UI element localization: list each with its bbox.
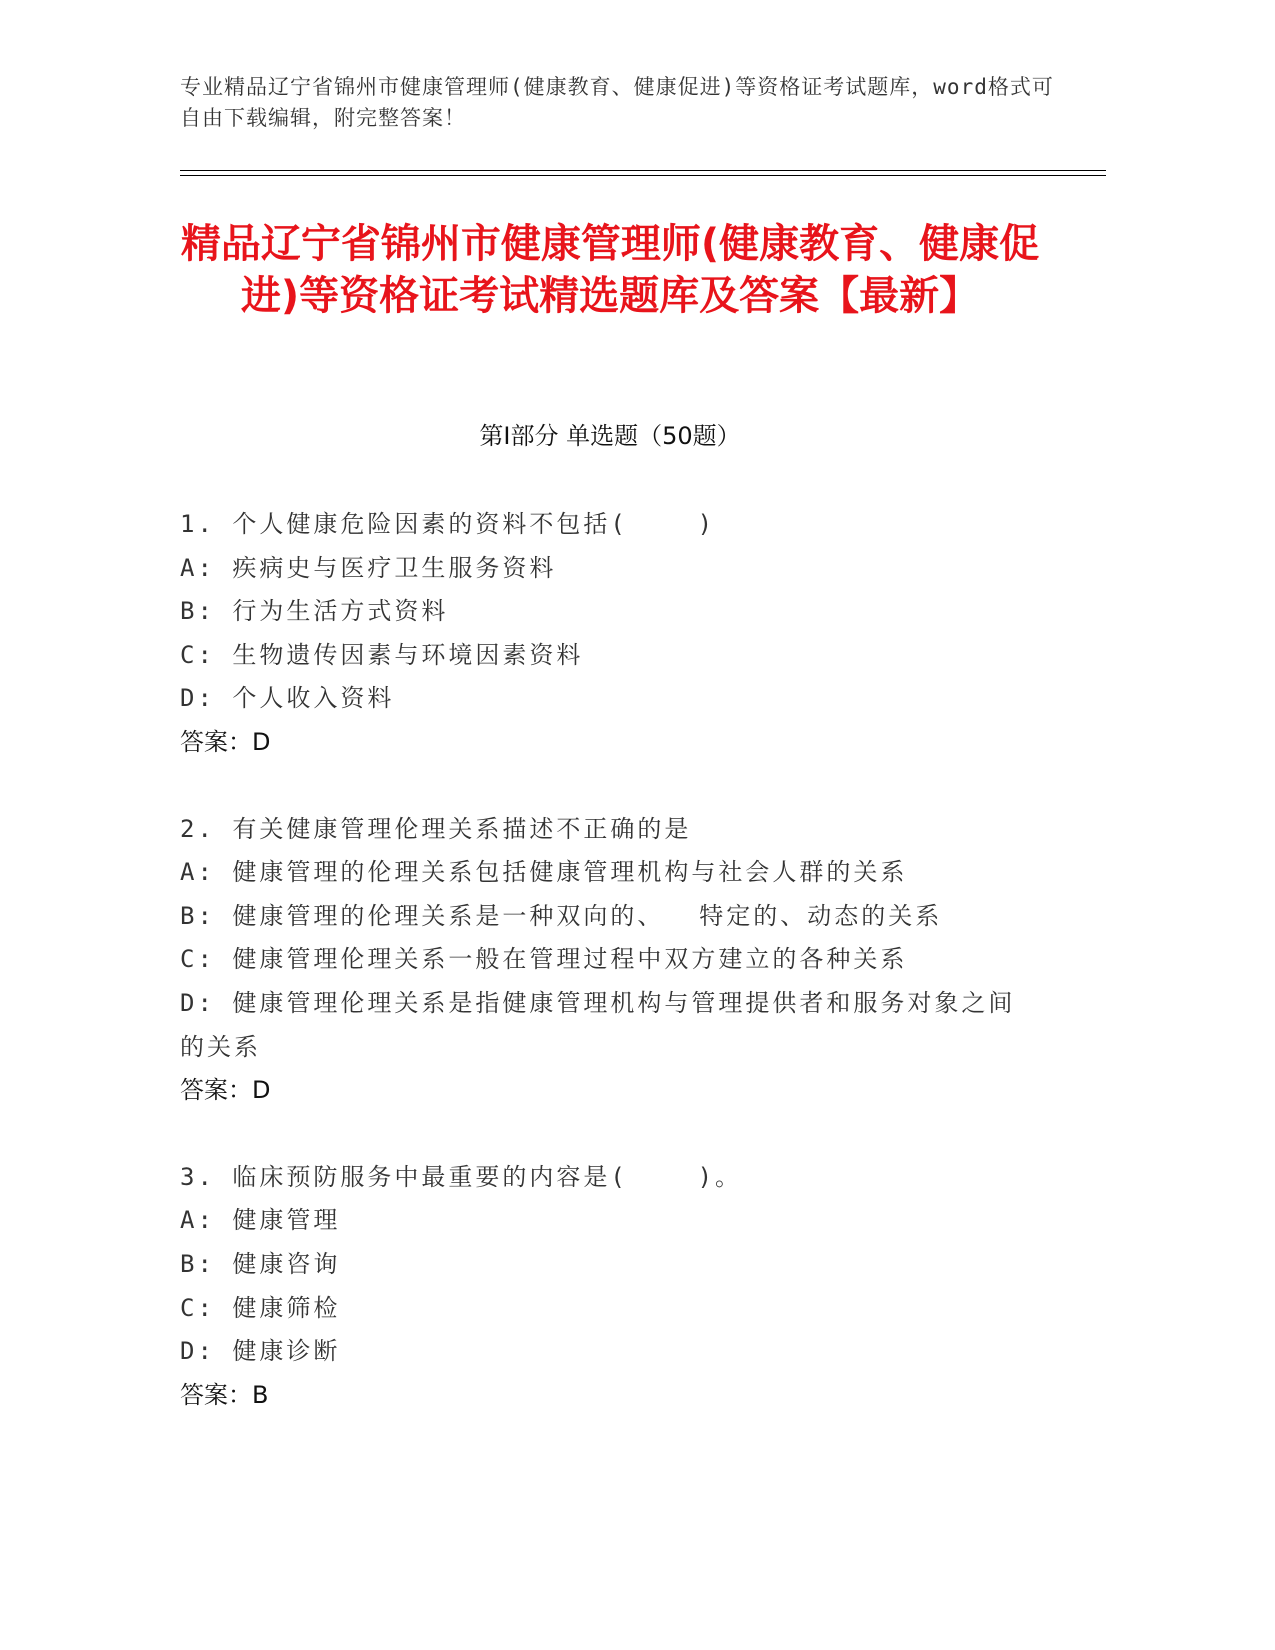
option-c: C: 生物遗传因素与环境因素资料 [180, 640, 584, 669]
question-2 [180, 808, 1040, 1113]
option-a: A: 健康管理 [180, 1206, 341, 1235]
question-3 [180, 1156, 1040, 1418]
question-1 [180, 503, 1040, 765]
answer: 答案：B [180, 1380, 269, 1409]
option-c: C: 健康筛检 [180, 1293, 341, 1322]
option-b: B: 行为生活方式资料 [180, 597, 449, 626]
document-title: 精品辽宁省锦州市健康管理师(健康教育、健康促进)等资格证考试精选题库及答案【最新】 [180, 221, 1040, 319]
header-note: 专业精品辽宁省锦州市健康管理师(健康教育、健康促进)等资格证考试题库，word格式可自由下载编辑，附完整答案！ [180, 75, 1054, 130]
question-stem: 1. 个人健康危险因素的资料不包括( ) [180, 510, 716, 538]
option-a: A: 疾病史与医疗卫生服务资料 [180, 553, 557, 582]
option-d: D: 健康管理伦理关系是指健康管理机构与管理提供者和服务对象之间的关系 [180, 988, 1016, 1061]
question-stem: 3. 临床预防服务中最重要的内容是( )。 [180, 1162, 743, 1191]
option-d: D: 个人收入资料 [180, 684, 395, 713]
option-c: C: 健康管理伦理关系一般在管理过程中双方建立的各种关系 [180, 945, 908, 974]
question-stem: 2. 有关健康管理伦理关系描述不正确的是 [180, 814, 692, 843]
option-b: B: 健康管理的伦理关系是一种双向的、 特定的、动态的关系 [180, 901, 943, 930]
header-divider-top [180, 170, 1106, 171]
question-list [180, 503, 1040, 1460]
option-a: A: 健康管理的伦理关系包括健康管理机构与社会人群的关系 [180, 858, 908, 887]
answer: 答案：D [180, 1076, 271, 1105]
section-title: 第Ⅰ部分 单选题（50题） [479, 422, 741, 450]
option-d: D: 健康诊断 [180, 1337, 341, 1366]
option-b: B: 健康咨询 [180, 1249, 341, 1278]
answer: 答案：D [180, 727, 271, 756]
header-divider-bottom [180, 175, 1106, 176]
